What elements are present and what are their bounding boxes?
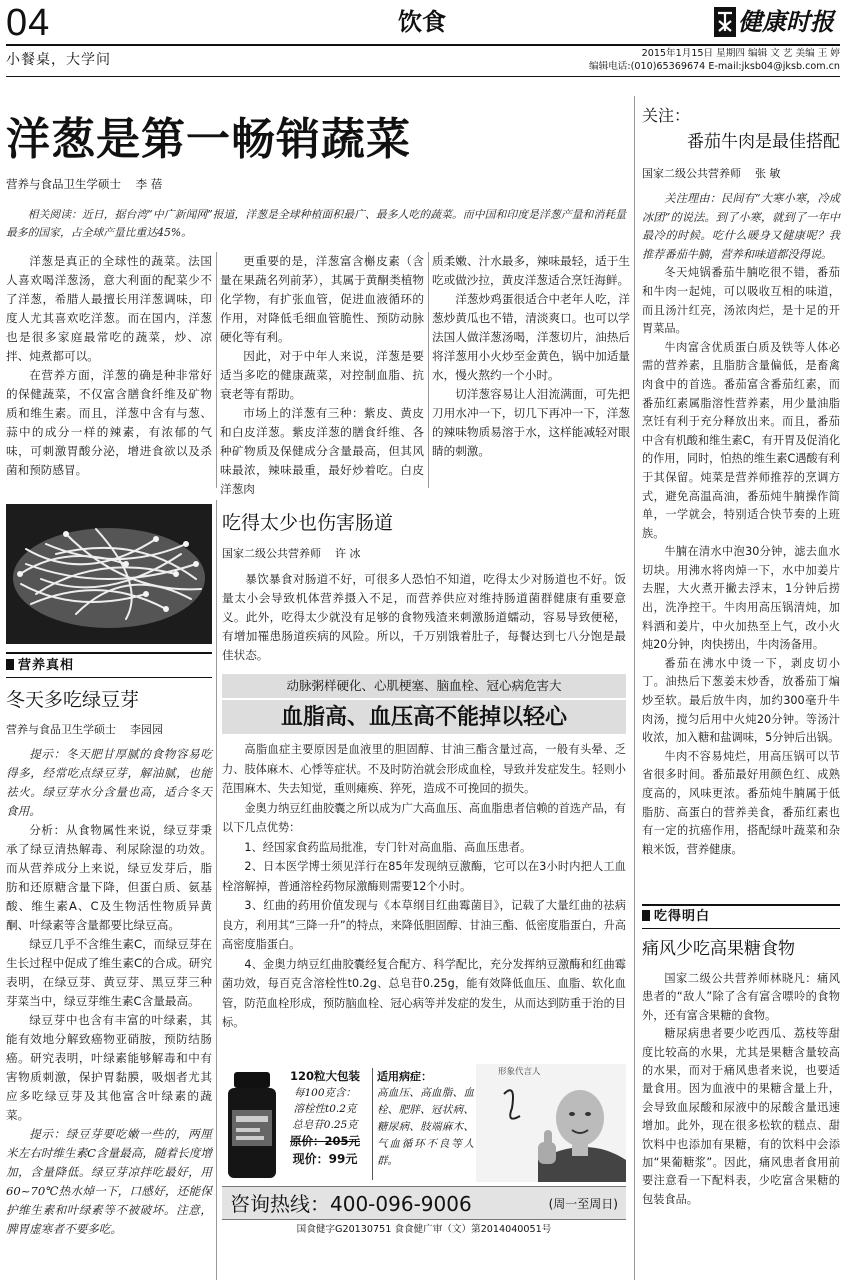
ad-paragraph: 1、经国家食药监局批准，专门针对高血脂、高血压患者。	[244, 840, 532, 854]
ad-indications-title: 适用病症：	[377, 1070, 432, 1083]
lead-paragraph: 切洋葱容易让人泪流满面，可先把刀用水冲一下，切几下再冲一下，洋葱的辣味物质易溶于水，这样能减轻对眼睛的刺激。	[432, 387, 630, 458]
lead-summary: 相关阅读：近日，据台湾“中广新闻网”报道，洋葱是全球种植面积最广、最多人吃的蔬菜。而中国和印度是洋葱产量和消耗量最多的国家，占全球产量比重达45%。	[6, 208, 626, 239]
left-article-byline: 营养与食品卫生学硕士 李园园	[6, 723, 163, 736]
right-article-title: 番茄牛肉是最佳搭配	[687, 132, 840, 152]
ad-headline: 血脂高、血压高不能掉以轻心	[222, 700, 626, 734]
ad-pack-line: 溶栓性t0.2克	[293, 1103, 357, 1115]
lead-headline: 洋葱是第一畅销蔬菜	[6, 114, 411, 165]
left-article-paragraph: 绿豆芽中也含有丰富的叶绿素，其能有效地分解致癌物亚硝胺，预防结肠癌。研究表明，叶绿素能够解毒和中有害物质刺激，保护胃黏膜，吸烟者尤其应多吃绿豆芽及其他富含叶绿素的蔬菜。	[6, 1013, 212, 1122]
mid-article-body	[222, 570, 626, 666]
product-bottle-icon	[224, 1070, 280, 1182]
ad-paragraph: 4、金奥力纳豆红曲胶囊经复合配方、科学配比，充分发挥纳豆激酶和红曲霉菌功效，每百克含溶栓性t0.2g、总皂苷0.25g，能有效降低血压、血脂、软化血管，防范血栓形成，预防脑血栓、冠心病等并发症的发生，从而达到防重于治的目标。	[222, 957, 626, 1029]
left-article-paragraph: 分析：从食物属性来说，绿豆芽秉承了绿豆清热解毒、利尿除湿的功效。而从营养成分上来说，绿豆发芽后，脂肪和还原糖含量下降，但蛋白质、氨基酸、维生素A、C及生物活性物质异黄酮、叶绿素等含量都要比绿豆高。	[6, 823, 212, 932]
ad-paragraph: 高脂血症主要原因是血液里的胆固醇、甘油三酯含量过高，一般有头晕、乏力、肢体麻木、心悸等症状。不及时防治就会形成血栓，导致并发症发生。轻则小范围麻木、失去知觉，重则瘫痪、猝死，造成不可挽回的损失。	[222, 743, 626, 795]
left-article-tip: 提示：绿豆芽要吃嫩一些的，两厘米左右时维生素C含量最高，随着长度增加，含量降低。绿豆芽凉拌吃最好，用60~70℃热水焯一下，口感好，还能保护维生素和叶绿素等不被破坏。注意，脾胃虚寒者不要多吃。	[6, 1127, 212, 1236]
ad-indications	[372, 1068, 474, 1180]
ad-indications-body: 高血压、高血脂、血栓、肥胖、冠状病、糖尿病、肢端麻木、气血循环不良等人群。	[377, 1087, 474, 1167]
right-article-2-paragraph: 糖尿病患者要少吃西瓜、荔枝等甜度比较高的水果，尤其是果糖含量较高的水果，而对于痛风患者来说，也要适量食用。因为血液中的果糖含量上升，会导致血尿酸和尿液中的尿酸含量迅速增加。此外，现在很多松软的糕点、甜饮料中也添加有果糖，有的饮料中会添加“果葡糖浆”。因此，痛风患者食用前要注意看一下配料表，少吃富含果糖的包装食品。	[642, 1027, 840, 1206]
ad-paragraph: 3、红曲的药用价值发现与《本草纲目红曲霉菌目》，记载了大量红曲的祛病良方，利用其“三降一升”的特点，来降低胆固醇、甘油三酯、低密度脂蛋白，升高高密度脂蛋白。	[222, 899, 626, 951]
lead-column-1	[6, 252, 212, 488]
mid-article-byline: 国家二级公共营养师 许 冰	[222, 547, 361, 560]
right-article-paragraph: 牛腩在清水中泡30分钟，滤去血水切块。用沸水将肉焯一下，水中加姜片去腥，大火煮开撇去浮末，1分钟后捞出，洗净控干。牛肉用高压锅清炖，加料酒和姜片，中火加热至上气，改小火炖20分钟，肉快捞出，牛肉汤备用。	[642, 545, 840, 652]
page-number: 04	[6, 2, 51, 44]
right-article-intro: 关注理由：民间有“大寒小寒，冷成冰团”的说法。到了小寒，就到了一年中最冷的时候。吃什么暖身又健康呢？我推荐番茄牛腩，营养和味道都没得说。	[642, 192, 840, 261]
lead-paragraph: 因此，对于中年人来说，洋葱是要适当多吃的健康蔬菜，对控制血脂、抗衰老等有帮助。	[220, 349, 424, 401]
bean-sprout-icon	[6, 504, 212, 644]
right-article-paragraph: 番茄在沸水中烫一下，剥皮切小丁。油热后下葱姜末炒香，放番茄丁煸炒至软。最后放牛肉，加约300毫升牛肉汤，搅匀后用中火炖20分钟。等汤汁收浓，加入糖和盐调味，5分钟后出锅。	[642, 656, 840, 745]
paper-name: 健康时报	[738, 7, 834, 36]
contact-line: 编辑电话:(010)65369674 E-mail:jksb04@jksb.com.cn	[589, 61, 840, 72]
left-article-title: 冬天多吃绿豆芽	[6, 689, 140, 711]
mid-article-paragraph: 暴饮暴食对肠道不好，可很多人恐怕不知道，吃得太少对肠道也不好。饭量太小会导致机体营养摄入不足，而营养供应对维持肠道菌群健康有重要意义。此外，吃得太少就没有足够的食物残渣来刺激肠道蠕动，容易导致便秘，有增加罹患肠道疾病的风险。所以，千万别饿着肚子，每餐达到七八分饱是最佳状态。	[222, 572, 626, 662]
right-article-paragraph: 牛肉不容易炖烂，用高压锅可以节省很多时间。番茄最好用颜色红、成熟度高的，风味更浓。番茄炖牛腩属于低脂肪、高蛋白的营养美食，番茄红素也有一定的抗癌作用，搭配绿叶蔬菜和杂粮米饭，营养健康。	[642, 749, 840, 856]
right-article-2-title: 痛风少吃高果糖食物	[642, 939, 795, 959]
ad-hotline: 咨询热线：400-096-9006	[230, 1192, 472, 1216]
paper-logo-mark-icon	[714, 7, 736, 37]
ad-pack-line: 每100克含：	[293, 1087, 357, 1099]
right-article-2-body	[642, 970, 840, 1282]
right-kicker: 关注：	[642, 106, 691, 125]
ad-hotline-note: (周一至周日)	[548, 1197, 618, 1211]
lead-column-3	[432, 252, 630, 488]
right-article-paragraph: 冬天炖锅番茄牛腩吃很不错，番茄和牛肉一起炖，可以吸收互相的味道，而且汤汁红亮，汤浓肉烂，是十足的开胃菜品。	[642, 266, 840, 336]
product-bottle	[224, 1070, 280, 1182]
section-title: 饮食	[398, 7, 446, 36]
ad-pack-title: 120粒大包装	[289, 1069, 360, 1083]
left-article-lead: 提示：冬天肥甘厚腻的食物容易吃得多，经常吃点绿豆芽，解油腻，也能祛火。绿豆芽水分含量也高，适合冬天食用。	[6, 747, 212, 818]
lead-column-2	[220, 252, 424, 496]
ad-license: 国食健字G20130751 食食健广审（文）第2014040051号	[296, 1224, 552, 1235]
mid-article-title: 吃得太少也伤害肠道	[222, 512, 394, 534]
spokesman-photo	[476, 1064, 626, 1182]
lead-byline: 营养与食品卫生学硕士 李 蓓	[6, 177, 163, 191]
paper-logo	[714, 4, 840, 40]
date-line: 2015年1月15日 星期四 编辑 文 艺 美编 王 婷	[641, 48, 840, 59]
lead-paragraph: 市场上的洋葱有三种：紫皮、黄皮和白皮洋葱。紫皮洋葱的膳食纤维、各种矿物质及保健成分含量最高，但其风味最浓，辣味最重，最好炒着吃。白皮洋葱肉	[220, 406, 424, 496]
lead-paragraph: 洋葱炒鸡蛋很适合中老年人吃，洋葱炒黄瓜也不错，清淡爽口。也可以学法国人做洋葱汤喝，洋葱切片，油热后将洋葱用小火炒至金黄色，锅中加适量水，慢火熬约一个小时。	[432, 292, 630, 382]
ad-paragraph: 2、日本医学博士须见洋行在85年发现纳豆激酶，它可以在3小时内把人工血栓溶解掉，普通溶栓药物尿激酶则需要12个小时。	[222, 860, 626, 893]
section-label-understand: 吃得明白	[642, 907, 840, 927]
ad-current-price: 现价：99元	[292, 1152, 358, 1166]
right-article-2-paragraph: 国家二级公共营养师林晓凡：痛风患者的“敌人”除了含有富含嘌呤的食物外，还有富含果糖的食物。	[642, 972, 840, 1022]
ad-paragraph: 金奥力纳豆红曲胶囊之所以成为广大高血压、高血脂患者信赖的首选产品，有以下几点优势：	[222, 801, 626, 834]
column-name: 小餐桌，大学问	[6, 52, 111, 68]
left-article-body	[6, 745, 212, 1285]
section-label-nutrition: 营养真相	[6, 656, 212, 676]
bean-sprout-photo	[6, 504, 212, 644]
right-article-body	[642, 190, 840, 880]
right-article-byline: 国家二级公共营养师 张 敏	[642, 167, 781, 180]
lead-paragraph: 洋葱是真正的全球性的蔬菜。法国人喜欢喝洋葱汤，意大利面的配菜少不了洋葱，希腊人最擅长用洋葱调味，印度人尤其喜欢吃洋葱。而在国内，洋葱也是很多家庭最常吃的蔬菜，炒、凉拌、炖煮都可以。	[6, 254, 212, 363]
right-article-paragraph: 牛肉富含优质蛋白质及铁等人体必需的营养素，且脂肪含量偏低，是畜禽肉食中的首选。番茄富含番茄红素，而番茄红素属脂溶性营养素，用少量油脂烹饪有利于充分释放出来。而且，番茄中含有机酸和维生素C，有开胃及促消化的作用，同时，怕热的维生素C遇酸有利于其保留。炖菜是营养师推荐的烹调方式，避免高温高油，番茄炖牛腩操作简单，一学就会，特别适合快节奏的上班族。	[642, 340, 841, 540]
ad-pack-line: 总皂苷0.25克	[292, 1119, 358, 1131]
ad-kicker: 动脉粥样硬化、心肌梗塞、脑血栓、冠心病危害大	[222, 674, 626, 698]
spokesman-caption: 形象代言人	[498, 1067, 541, 1077]
ad-pack-box	[280, 1068, 370, 1176]
left-article-paragraph: 绿豆几乎不含维生素C，而绿豆芽在生长过程中促成了维生素C的合成。研究表明，在绿豆芽、黄豆芽、黑豆芽三种芽菜当中，绿豆芽维生素C含量最高。	[6, 937, 212, 1008]
ad-hotline-bar	[222, 1186, 626, 1220]
ad-body	[222, 740, 626, 1062]
ad-original-price: 原价：205元	[289, 1134, 360, 1148]
lead-paragraph: 在营养方面，洋葱的确是种非常好的保健蔬菜，不仅富含膳食纤维及矿物质和维生素。而且，洋葱中含有与葱、蒜中的成分一样的辣素，有浓郁的气味，可刺激胃酸分泌，增进食欲以及杀菌和预防感冒。	[6, 368, 212, 477]
lead-paragraph: 更重要的是，洋葱富含槲皮素（含量在果蔬名列前茅），其属于黄酮类植物化学物，有扩张血管，促进血液循环的作用，对降低毛细血管脆性、预防动脉硬化等有利。	[220, 254, 424, 344]
lead-paragraph: 质柔嫩、汁水最多，辣味最轻，适于生吃或做沙拉，黄皮洋葱适合烹饪海鲜。	[432, 254, 630, 287]
spokesman-icon	[476, 1064, 626, 1182]
